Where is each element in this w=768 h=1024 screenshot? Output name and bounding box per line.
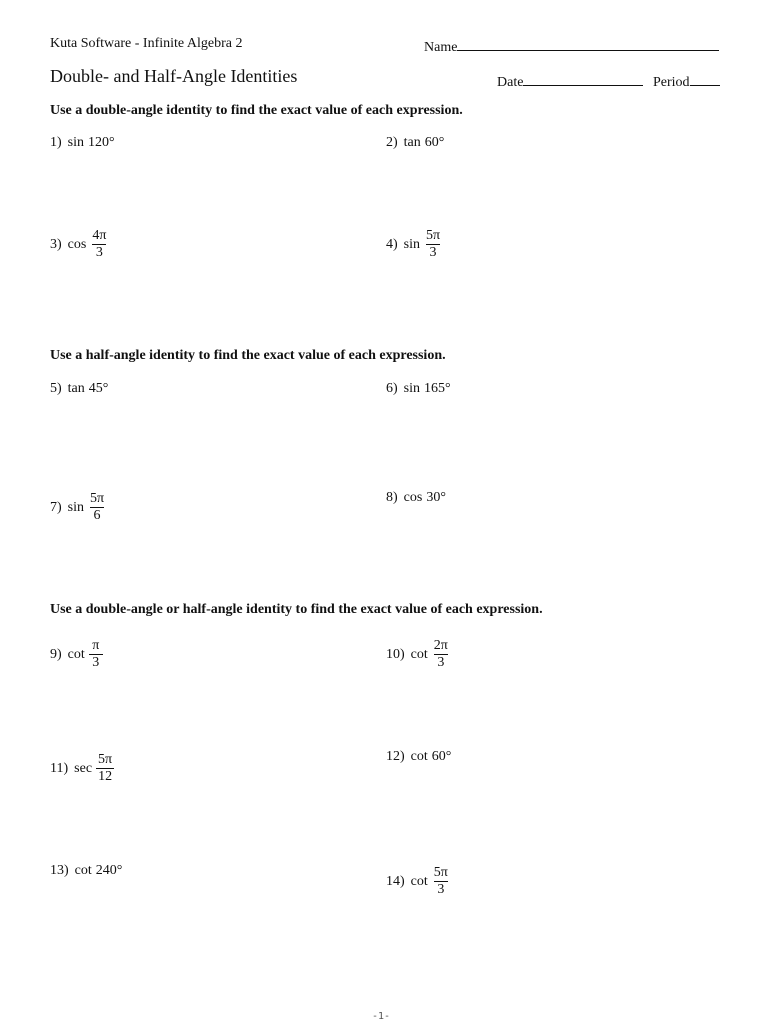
problem-number: 12) [386,749,405,764]
problem-number: 11) [50,760,69,776]
fraction [432,865,450,898]
date-field [497,71,643,91]
trig-function: sin [403,381,421,396]
denominator: 3 [426,244,440,261]
period-field [653,71,720,91]
section-2-instruction: Use a half-angle identity to find the exact value of each expression. [50,348,446,363]
problem-number: 7) [50,499,62,515]
numerator: 5π [98,752,113,767]
problem-6 [386,381,451,397]
trig-function: tan [67,381,85,396]
trig-function: sec [74,760,93,776]
period-blank[interactable] [690,71,720,86]
problem-number: 3) [50,236,62,252]
section-1-instruction: Use a double-angle identity to find the exact value of each expression. [50,103,463,118]
problem-4 [386,228,442,261]
trig-function: cot [410,749,428,764]
trig-function: cot [67,646,85,662]
problem-number: 14) [386,873,405,889]
denominator: 12 [98,769,113,784]
name-field [424,36,719,56]
problem-5 [50,381,108,397]
problem-number: 1) [50,135,62,150]
trig-function: sin [67,135,85,150]
trig-function: cot [410,873,428,889]
problem-9 [50,638,103,671]
section-3-instruction: Use a double-angle or half-angle identity to find the exact value of each expression. [50,602,543,617]
problem-number: 13) [50,863,69,878]
angle: 60° [424,135,445,150]
problem-12 [386,749,451,765]
fraction [90,228,108,261]
problem-number: 6) [386,381,398,396]
angle: 30° [426,490,446,505]
date-label: Date [497,75,524,90]
trig-function: sin [403,236,421,252]
denominator: 3 [89,654,103,671]
angle: 120° [88,135,115,150]
numerator: 5π [90,491,105,506]
problem-13 [50,863,122,879]
numerator: 5π [433,865,448,880]
problem-8 [386,490,446,506]
problem-number: 5) [50,381,62,396]
numerator: π [92,638,100,653]
period-label: Period [653,75,690,90]
trig-function: cos [403,490,423,505]
angle: 240° [95,863,123,878]
problem-3 [50,228,108,261]
problem-11 [50,752,114,785]
problem-number: 10) [386,646,405,662]
page-number: -1- [372,1011,391,1022]
problem-1 [50,135,115,151]
worksheet-title: Double- and Half-Angle Identities [50,66,298,86]
numerator: 4π [92,228,107,243]
publisher-label: Kuta Software - Infinite Algebra 2 [50,36,243,51]
numerator: 2π [433,638,448,653]
denominator: 3 [434,654,448,671]
fraction [424,228,442,261]
angle: 60° [431,749,452,764]
trig-function: sin [67,499,85,515]
angle: 165° [424,381,451,396]
fraction [88,491,106,524]
trig-function: cos [67,236,87,252]
problem-number: 2) [386,135,398,150]
angle: 45° [88,381,109,396]
denominator: 6 [90,507,104,524]
fraction [96,752,114,785]
problem-number: 8) [386,490,398,505]
fraction [432,638,450,671]
trig-function: tan [403,135,421,150]
trig-function: cot [74,863,92,878]
name-blank[interactable] [457,36,719,51]
problem-7 [50,491,106,524]
trig-function: cot [410,646,428,662]
numerator: 5π [426,228,441,243]
problem-number: 4) [386,236,398,252]
problem-number: 9) [50,646,62,662]
denominator: 3 [434,881,448,898]
problem-10 [386,638,450,671]
fraction [89,638,103,671]
problem-2 [386,135,444,151]
problem-14 [386,865,450,898]
denominator: 3 [92,244,106,261]
date-blank[interactable] [523,71,643,86]
name-label: Name [424,40,458,55]
